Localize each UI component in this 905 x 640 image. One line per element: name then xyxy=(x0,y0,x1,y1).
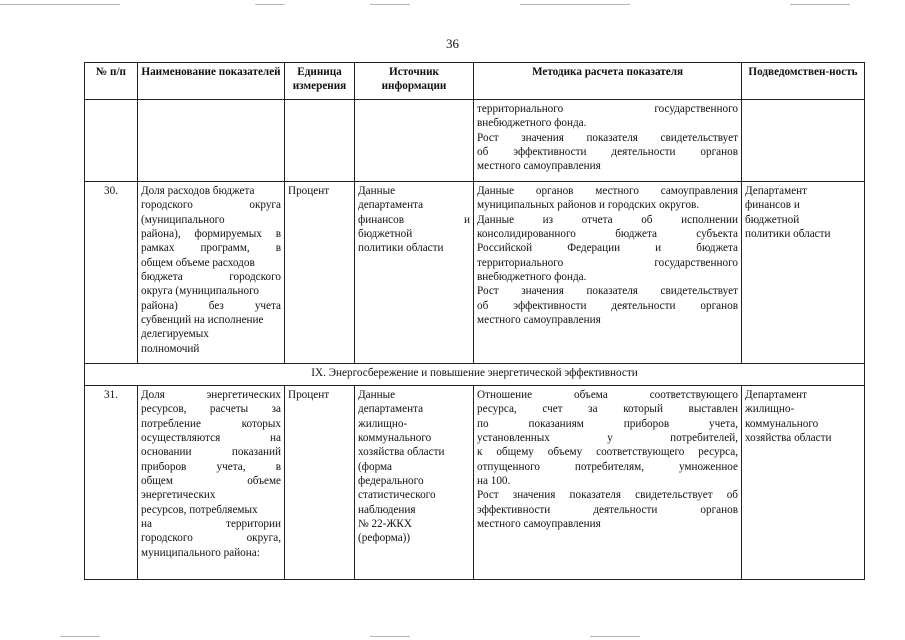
bottom-edge-line xyxy=(370,636,410,637)
text-line: внебюджетного фонда. xyxy=(477,270,587,283)
text-line: финансов и xyxy=(358,213,470,226)
text-line: Данные xyxy=(358,185,396,197)
row30-source xyxy=(355,182,474,364)
section-row xyxy=(85,364,865,386)
text-line: консолидированного бюджета субъекта xyxy=(477,227,738,240)
text-line: (муниципального xyxy=(141,213,225,226)
text-line: жилищно- xyxy=(745,403,795,416)
row31-source xyxy=(355,386,474,580)
text-line: Данные из отчета об исполнении xyxy=(477,213,738,226)
row31-subordination xyxy=(742,386,865,580)
text-line: № 22-ЖКХ xyxy=(358,517,412,530)
row31-method xyxy=(474,386,742,580)
text-line: внебюджетного фонда. xyxy=(477,117,587,130)
text-line: на территории xyxy=(141,517,281,530)
page-number: 36 xyxy=(446,36,459,51)
text-line: Департамент xyxy=(745,185,808,197)
text-line: хозяйства области xyxy=(745,431,832,444)
text-line: ресурсов, расчеты за xyxy=(141,403,281,416)
text-line: Российской Федерации и бюджета xyxy=(477,242,738,255)
header-subordination: Подведомствен-ность xyxy=(742,63,865,100)
cont-unit-cell xyxy=(285,100,355,182)
header-name: Наименование показателей xyxy=(138,63,285,100)
text-line: Данные xyxy=(358,389,396,401)
text-line: энергетических xyxy=(141,489,216,502)
row30-subordination xyxy=(742,182,865,364)
text-line: Доля энергетических xyxy=(141,389,281,401)
cont-name-cell xyxy=(138,100,285,182)
text-line: Рост значения показателя свидетельствует xyxy=(477,285,738,298)
text-line: бюджета городского xyxy=(141,270,281,283)
text-line: Рост значения показателя свидетельствует об xyxy=(477,489,738,502)
text-line: хозяйства области xyxy=(358,446,445,459)
text-line: местного самоуправления xyxy=(477,517,601,530)
bottom-edge-line xyxy=(590,636,640,637)
section-title: IX. Энергосбережение и повышение энергетической эффективности xyxy=(85,364,865,386)
text-line: Доля расходов бюджета xyxy=(141,185,255,197)
text-line: общем объеме расходов xyxy=(141,256,255,269)
text-line: района), формируемых в xyxy=(141,227,281,240)
text-line: муниципальных районов и городских округов. xyxy=(477,199,700,212)
text-line: рамках программ, в xyxy=(141,242,281,255)
text-line: делегируемых xyxy=(141,328,209,341)
text-line: на 100. xyxy=(477,474,511,487)
text-line: коммунального xyxy=(745,417,819,430)
top-edge-line xyxy=(255,4,285,5)
text-line: отпущенного потребителям, умноженное xyxy=(477,460,738,473)
text-line: осуществляются на xyxy=(141,431,281,444)
text-line: Рост значения показателя свидетельствует xyxy=(477,131,738,144)
top-edge-line xyxy=(790,4,850,5)
text-line: территориального государственного xyxy=(477,256,738,269)
table-header-row xyxy=(85,63,865,100)
row30-num: 30. xyxy=(85,182,138,364)
top-edge-line xyxy=(370,4,410,5)
cont-source-cell xyxy=(355,100,474,182)
text-line: полномочий xyxy=(141,342,200,355)
row31-num: 31. xyxy=(85,386,138,580)
text-line: Данные органов местного самоуправления xyxy=(477,185,738,197)
text-line: муниципального района: xyxy=(141,546,260,559)
text-line: об эффективности деятельности органов xyxy=(477,299,738,312)
text-line: местного самоуправления xyxy=(477,160,601,173)
text-line: политики области xyxy=(745,227,831,240)
bottom-edge-line xyxy=(60,636,100,637)
cont-num-cell xyxy=(85,100,138,182)
text-line: департамента xyxy=(358,199,424,212)
text-line: территориального государственного xyxy=(477,103,738,115)
header-source: Источник информации xyxy=(355,63,474,100)
text-line: статистического xyxy=(358,489,436,502)
row30-name xyxy=(138,182,285,364)
text-line: об эффективности деятельности органов xyxy=(477,145,738,158)
text-line: наблюдения xyxy=(358,503,416,516)
text-line: местного самоуправления xyxy=(477,313,601,326)
cont-method-cell xyxy=(474,100,742,182)
text-line: (реформа)) xyxy=(358,532,411,545)
text-line: к общему объему соответствующего ресурса, xyxy=(477,446,738,459)
row31-unit: Процент xyxy=(285,386,355,580)
text-line: основании показаний xyxy=(141,446,281,459)
row30-unit: Процент xyxy=(285,182,355,364)
text-line: федерального xyxy=(358,474,424,487)
text-line: ресурсов, потребляемых xyxy=(141,503,258,516)
text-line: бюджетной xyxy=(358,227,413,240)
text-line: эффективности деятельности органов xyxy=(477,503,738,516)
text-line: бюджетной xyxy=(745,213,800,226)
text-line: района) без учета xyxy=(141,299,281,312)
text-line: ресурса, счет за который выставлен xyxy=(477,403,738,416)
indicators-table xyxy=(84,62,865,580)
text-line: политики области xyxy=(358,242,444,255)
table-row xyxy=(85,100,865,182)
text-line: финансов и xyxy=(745,199,800,212)
table-row xyxy=(85,182,865,364)
text-line: субвенций на исполнение xyxy=(141,313,264,326)
text-line: округа (муниципального xyxy=(141,285,259,298)
text-line: (форма xyxy=(358,460,392,473)
cont-sub-cell xyxy=(742,100,865,182)
text-line: Департамент xyxy=(745,389,808,401)
text-line: общем объеме xyxy=(141,474,281,487)
header-unit: Единица измерения xyxy=(285,63,355,100)
text-line: жилищно- xyxy=(358,417,408,430)
text-line: Отношение объема соответствующего xyxy=(477,389,738,401)
text-line: по показаниям приборов учета, xyxy=(477,417,738,430)
top-edge-line xyxy=(520,4,630,5)
top-edge-line xyxy=(0,4,120,5)
text-line: приборов учета, в xyxy=(141,460,281,473)
header-method: Методика расчета показателя xyxy=(474,63,742,100)
row30-method xyxy=(474,182,742,364)
text-line: коммунального xyxy=(358,431,432,444)
table-row xyxy=(85,386,865,580)
text-line: городского округа xyxy=(141,199,281,212)
row31-name xyxy=(138,386,285,580)
text-line: департамента xyxy=(358,403,424,416)
text-line: потребление которых xyxy=(141,417,281,430)
header-num: № п/п xyxy=(85,63,138,100)
text-line: городского округа, xyxy=(141,532,281,545)
text-line: установленных у потребителей, xyxy=(477,431,738,444)
